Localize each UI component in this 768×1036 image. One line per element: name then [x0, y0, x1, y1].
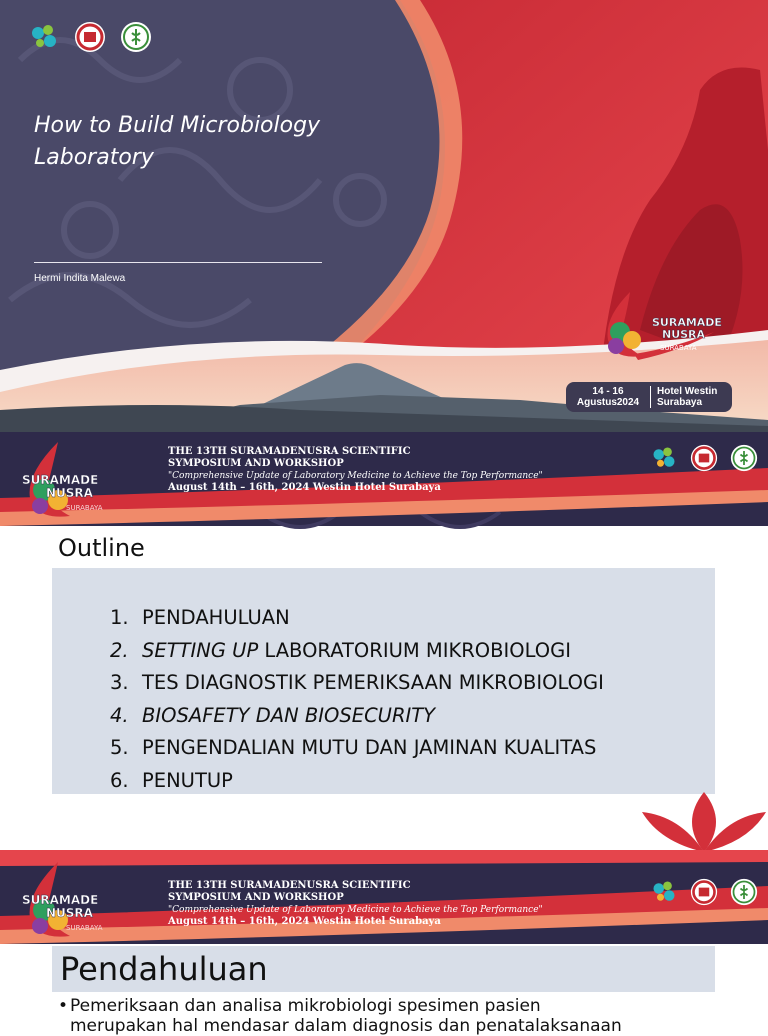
banner-text [168, 880, 543, 928]
outline-heading: Outline [58, 534, 145, 562]
banner-logo-line-2: NUSRA [46, 906, 93, 920]
outline-item-italic-text: SETTING UP [142, 638, 259, 662]
symposium-banner [0, 850, 768, 944]
banner-line-1: THE 13TH SURAMADENUSRA SCIENTIFIC [168, 880, 411, 891]
banner-line-1: THE 13TH SURAMADENUSRA SCIENTIFIC [168, 446, 411, 457]
outline-box [52, 568, 715, 794]
outline-item-text: LABORATORIUM MIKROBIOLOGI [258, 638, 571, 662]
pendahuluan-body [58, 996, 718, 1036]
outline-item-text: PENUTUP [142, 768, 233, 792]
kemenkes-logo [650, 878, 678, 906]
banner-event-logo [18, 440, 158, 528]
badge-venue-line-2: Surabaya [657, 397, 703, 408]
event-logo-line-1: SURAMADE [652, 316, 722, 329]
pdspatklin-seal-logo [690, 878, 718, 906]
banner-partner-logos [650, 878, 758, 906]
presentation-title [34, 110, 394, 174]
banner-theme: "Comprehensive Update of Laboratory Medicine to Achieve the Top Performance" [168, 471, 543, 481]
outline-item-text: PENGENDALIAN MUTU DAN JAMINAN KUALITAS [142, 736, 597, 759]
outline-item [110, 635, 604, 668]
outline-item-italic-text: BIOSAFETY DAN BIOSECURITY [142, 703, 436, 727]
banner-theme: "Comprehensive Update of Laboratory Medicine to Achieve the Top Performance" [168, 905, 543, 915]
title-divider [34, 262, 322, 263]
badge-dates-line-1: 14 - 16 [592, 386, 624, 397]
outline-item-number: 3. [110, 671, 129, 694]
kemenkes-logo [650, 444, 678, 472]
badge-dates-line-2: Agustus2024 [576, 397, 640, 408]
outline-list [110, 602, 604, 797]
outline-item [110, 602, 604, 635]
body-line-1: Pemeriksaan dan analisa mikrobiologi spesimen pasien [70, 996, 541, 1016]
pendahuluan-slide [0, 850, 768, 1036]
outline-item [110, 700, 604, 733]
banner-logo-line-2: NUSRA [46, 486, 93, 500]
banner-partner-logos [650, 444, 758, 472]
event-date-badge [566, 382, 732, 412]
pdspatklin-seal-logo [690, 444, 718, 472]
event-logo-line-2: NUSRA [662, 328, 706, 341]
banner-text [168, 446, 543, 494]
banner-logo-line-1: SURAMADE [22, 893, 99, 907]
banner-event-logo [18, 860, 158, 948]
outline-item-number: 1. [110, 606, 129, 629]
outline-item-number: 5. [110, 736, 129, 759]
outline-item-number: 6. [110, 768, 129, 792]
pendahuluan-heading: Pendahuluan [60, 950, 268, 988]
kemenkes-logo [28, 21, 60, 53]
medical-association-logo [730, 444, 758, 472]
outline-item-number: 2. [110, 638, 129, 662]
suramadenusra-logo [594, 288, 722, 368]
banner-logo-line-3: SURABAYA [66, 924, 103, 932]
outline-item-text: PENDAHULUAN [142, 606, 290, 629]
pdspatklin-seal-logo [74, 21, 106, 53]
outline-item-number: 4. [110, 703, 129, 727]
event-logo-line-3: SURABAYA [660, 344, 697, 352]
outline-item [110, 667, 604, 700]
banner-logo-line-1: SURAMADE [22, 473, 99, 487]
title-slide [0, 0, 768, 432]
outline-item [110, 732, 604, 765]
title-line-1: How to Build Microbiology [34, 113, 321, 138]
bullet-icon: • [58, 996, 69, 1016]
outline-item-text: TES DIAGNOSTIK PEMERIKSAAN MIKROBIOLOGI [142, 671, 604, 694]
body-line-2: merupakan hal mendasar dalam diagnosis dan penatalaksanaan [70, 1016, 622, 1036]
banner-line-2: SYMPOSIUM AND WORKSHOP [168, 458, 344, 469]
title-line-2: Laboratory [34, 145, 154, 170]
decorative-flower-icon [640, 792, 768, 852]
symposium-banner [0, 432, 768, 526]
outline-item [110, 765, 604, 798]
medical-association-logo [120, 21, 152, 53]
outline-slide [0, 432, 768, 850]
badge-venue-line-1: Hotel Westin [657, 386, 718, 397]
banner-date-venue: August 14th – 16th, 2024 Westin Hotel Surabaya [168, 482, 441, 493]
partner-logos [28, 20, 152, 54]
banner-date-venue: August 14th – 16th, 2024 Westin Hotel Surabaya [168, 916, 441, 927]
medical-association-logo [730, 878, 758, 906]
banner-line-2: SYMPOSIUM AND WORKSHOP [168, 892, 344, 903]
author-name: Hermi Indita Malewa [34, 273, 126, 284]
banner-logo-line-3: SURABAYA [66, 504, 103, 512]
